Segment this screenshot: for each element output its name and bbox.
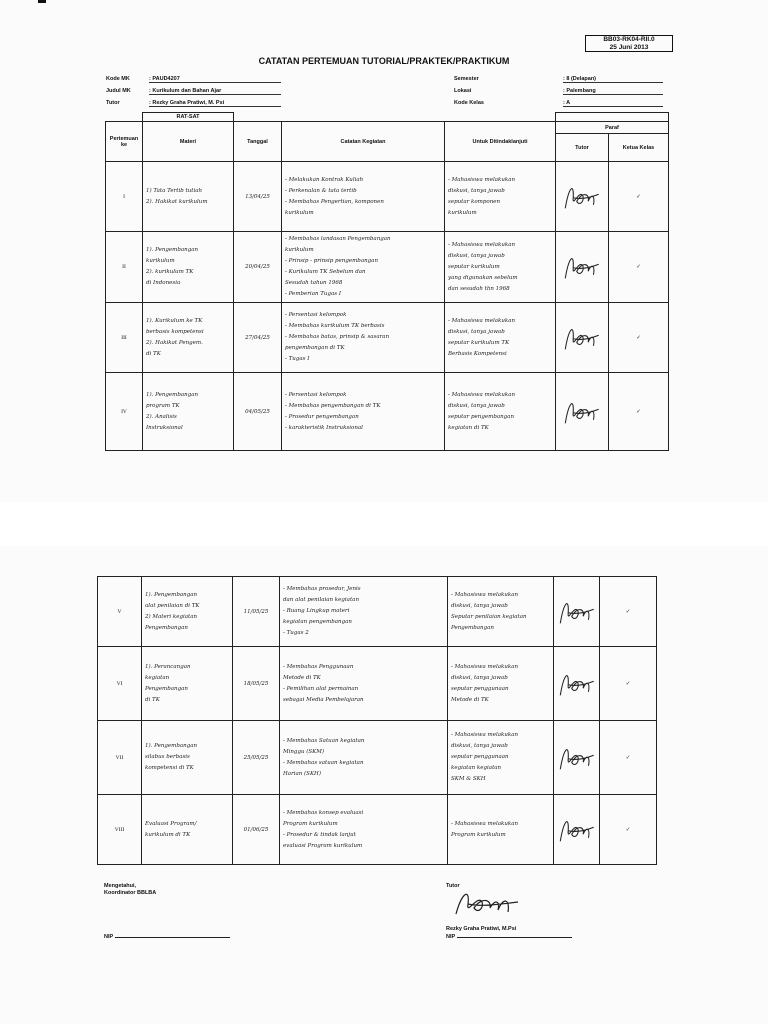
catatan-cell xyxy=(282,373,445,451)
tutor-paraf-cell xyxy=(556,303,609,373)
date-cell: 13/04/25 xyxy=(234,162,282,232)
catatan-line: - Prosedur pengembangan xyxy=(285,413,359,420)
catatan-line: Metode di TK xyxy=(283,674,321,681)
tutor-paraf-cell xyxy=(556,162,609,232)
tindak-line: Seputar penilaian kegiatan xyxy=(451,613,527,620)
ketua-checkmark: ✓ xyxy=(609,162,669,232)
page-title: CATATAN PERTEMUAN TUTORIAL/PRAKTEK/PRAKTIKUM xyxy=(258,56,510,66)
materi-cell xyxy=(143,373,234,451)
tindak-lanjut-cell xyxy=(445,232,556,303)
tutorial-table-1 xyxy=(105,112,669,451)
catatan-line: - Membahas kurikulum TK berbasis xyxy=(285,323,385,329)
header-pertemuan: Pertemuan ke xyxy=(106,122,143,162)
header-tanggal: Tanggal xyxy=(234,122,282,162)
info-value: : A xyxy=(563,100,663,107)
info-label: Tutor xyxy=(106,100,120,106)
materi-line: program TK xyxy=(146,402,180,409)
tindak-line: kegiatan kegiatan xyxy=(451,765,502,771)
tutor-signature xyxy=(560,176,604,216)
ketua-checkmark: ✓ xyxy=(609,373,669,451)
catatan-cell xyxy=(282,232,445,303)
date-cell: 20/04/25 xyxy=(234,232,282,303)
tutor-paraf-cell xyxy=(554,647,600,721)
footer-mengetahui: Mengetahui, xyxy=(104,883,137,889)
table-row xyxy=(106,373,669,451)
catatan-line: - Prosedur & tindak lanjut xyxy=(283,831,356,838)
meeting-number: VI xyxy=(98,647,142,721)
tindak-lanjut-cell xyxy=(448,721,554,795)
document-code: BB03-RK04-RII.0 xyxy=(603,36,655,43)
footer-koordinator: Koordinator BBLBA xyxy=(104,890,157,896)
tutor-paraf-cell xyxy=(556,373,609,451)
info-value: : PAUD4207 xyxy=(149,76,281,83)
materi-line: di TK xyxy=(146,350,161,357)
materi-line: 1). Perancangan xyxy=(145,663,191,670)
materi-line: alat penilaian di TK xyxy=(145,602,200,609)
tutor-signature xyxy=(560,391,604,431)
info-label: Kode Kelas xyxy=(454,100,484,106)
catatan-line: - Ruang Lingkup materi xyxy=(283,608,350,614)
scan-page-1 xyxy=(0,0,768,502)
footer-left-nip-line xyxy=(115,937,230,938)
tindak-line: seputar kurikulum xyxy=(448,263,500,270)
info-value: : Rezky Graha Pratiwi, M. Psi xyxy=(149,100,281,107)
tutor-paraf-cell xyxy=(554,577,600,647)
info-kode-kelas xyxy=(454,100,571,106)
tindak-line: - Mahasiswa melakukan xyxy=(451,663,519,670)
catatan-cell xyxy=(280,721,448,795)
catatan-cell xyxy=(280,577,448,647)
tindak-line: diskusi, tanya jawab xyxy=(448,187,505,194)
page-gap xyxy=(0,502,768,546)
table-row xyxy=(98,577,657,647)
meeting-number: VII xyxy=(98,721,142,795)
catatan-line: - Membahas prosedur, Jenis xyxy=(283,586,361,592)
catatan-line: Sesudah tahun 1968 xyxy=(285,280,343,286)
footer-tutor-name: Rezky Graha Pratiwi, M.Psi xyxy=(446,926,517,932)
materi-cell xyxy=(142,721,233,795)
materi-line: 1). Pengembangan xyxy=(145,743,198,749)
info-judul-mk xyxy=(106,88,222,94)
tindak-line: seputar kurikulum TK xyxy=(448,339,510,346)
header-materi: Materi xyxy=(143,122,234,162)
meeting-number: V xyxy=(98,577,142,647)
catatan-cell xyxy=(282,303,445,373)
materi-line: Evaluasi Program/ xyxy=(145,820,197,827)
footer-left-nip: NIP xyxy=(104,934,114,940)
materi-line: 2). Hakikat kurikulum xyxy=(146,198,208,205)
tindak-lanjut-cell xyxy=(445,303,556,373)
date-cell: 18/05/25 xyxy=(233,647,280,721)
meeting-number: III xyxy=(106,303,143,373)
ketua-checkmark: ✓ xyxy=(600,795,657,865)
document-date: 25 Juni 2013 xyxy=(609,44,649,51)
tutor-signature xyxy=(560,317,604,357)
materi-line: Instruksional xyxy=(146,424,183,431)
table-row xyxy=(106,162,669,232)
catatan-line: - Membahas Pengertian, komponen xyxy=(285,198,384,205)
catatan-line: - Membahas konsep evaluasi xyxy=(283,809,364,816)
materi-line: 2). Hakikat Pengem. xyxy=(146,339,203,346)
catatan-line: pengembangan di TK xyxy=(285,345,345,351)
tutor-paraf-cell xyxy=(554,721,600,795)
catatan-line: - karakteristik Instruksional xyxy=(285,424,363,431)
header-paraf: Paraf xyxy=(556,122,669,134)
meeting-number: II xyxy=(106,232,143,303)
header-ketua-kelas: Ketua Kelas xyxy=(609,134,669,162)
materi-line: kurikulum di TK xyxy=(145,831,191,838)
tindak-line: diskusi, tanya jawab xyxy=(451,602,508,609)
materi-line: kurikulum xyxy=(146,258,175,264)
info-value: : Kurikulum dan Bahan Ajar xyxy=(149,88,281,95)
catatan-line: - Persentasi kelompok xyxy=(285,391,347,398)
tindak-line: seputar komponen xyxy=(448,198,501,205)
ketua-checkmark: ✓ xyxy=(609,232,669,303)
materi-line: di Indonesia xyxy=(146,280,181,286)
catatan-line: - Tugas 2 xyxy=(283,630,309,636)
ketua-checkmark: ✓ xyxy=(600,647,657,721)
scan-edge-mark xyxy=(38,0,46,3)
info-tutor xyxy=(106,100,225,106)
materi-line: kegiatan xyxy=(145,674,170,681)
ketua-checkmark: ✓ xyxy=(609,303,669,373)
catatan-line: - Membahas Penggunaan xyxy=(283,663,354,670)
info-value: : 8 (Delapan) xyxy=(563,76,663,83)
catatan-line: - Perkenalan & tata tertib xyxy=(285,187,357,194)
tutorial-table-2 xyxy=(97,576,657,865)
tindak-line: - Mahasiswa melakukan xyxy=(448,391,516,398)
materi-line: 2). kurikulum TK xyxy=(146,269,194,275)
tindak-line: diskusi, tanya jawab xyxy=(448,252,505,259)
materi-cell xyxy=(143,232,234,303)
info-kode-mk xyxy=(106,76,180,82)
info-label: Judul MK xyxy=(106,88,131,94)
tindak-line: seputar pengembangan xyxy=(448,413,514,420)
header-catatan: Catatan Kegiatan xyxy=(282,122,445,162)
meeting-number: I xyxy=(106,162,143,232)
info-lokasi xyxy=(454,88,596,94)
footer-right-nip: NIP xyxy=(446,934,456,940)
materi-line: Pengembangan xyxy=(145,624,188,631)
header-tindak-lanjut: Untuk Ditindaklanjuti xyxy=(445,122,556,162)
catatan-line: kurikulum xyxy=(285,209,314,216)
catatan-cell xyxy=(282,162,445,232)
materi-line: 1). Pengembangan xyxy=(146,391,199,398)
tindak-line: - Mahasiswa melakukan xyxy=(448,176,516,183)
materi-line: 1) Tata Tertib tutiah xyxy=(146,187,203,194)
tindak-lanjut-cell xyxy=(445,373,556,451)
tindak-line: - Mahasiswa melakukan xyxy=(448,241,516,248)
tutor-signature xyxy=(555,663,599,703)
table-row xyxy=(98,647,657,721)
catatan-cell xyxy=(280,647,448,721)
catatan-line: kurikulum xyxy=(285,247,314,253)
table-row xyxy=(106,303,669,373)
tindak-line: - Mahasiswa melakukan xyxy=(448,317,516,324)
tindak-line: kurikulum xyxy=(448,209,477,216)
catatan-line: - Prinsip - prinsip pengembangan xyxy=(285,258,378,264)
footer-tutor-title: Tutor xyxy=(446,883,460,889)
tindak-line: Pengembangan xyxy=(451,624,494,631)
rat-sat-label: RAT-SAT xyxy=(143,113,234,122)
tindak-line: yang digunakan sebelum xyxy=(448,274,518,281)
catatan-line: - Membahas landasan Pengembangan xyxy=(285,236,391,242)
tutor-paraf-cell xyxy=(556,232,609,303)
materi-cell xyxy=(142,577,233,647)
document-code-box xyxy=(585,35,673,52)
materi-line: berbasis kompetensi xyxy=(146,328,204,335)
catatan-line: - Persentasi kelompok xyxy=(285,312,347,318)
catatan-line: - Membahas batas, prinsip & sasaran xyxy=(285,334,390,340)
paraf-header xyxy=(556,113,669,122)
catatan-line: - Pemilihan alat permainan xyxy=(283,685,359,692)
catatan-line: - Tugas I xyxy=(285,356,310,362)
date-cell: 04/05/25 xyxy=(234,373,282,451)
tindak-line: Berbasis Kompetensi xyxy=(448,350,507,357)
tindak-line: Program kurikulum xyxy=(451,831,506,838)
tindak-line: diskusi, tanya jawab xyxy=(448,328,505,335)
tindak-line: - Mahasiswa melakukan xyxy=(451,732,519,738)
materi-line: di TK xyxy=(145,696,160,703)
tindak-line: - Mahasiswa melakukan xyxy=(451,820,519,827)
tindak-lanjut-cell xyxy=(448,795,554,865)
tindak-line: diskusi, tanya jawab xyxy=(451,674,508,681)
materi-cell xyxy=(142,647,233,721)
tutor-signature xyxy=(560,246,604,286)
tindak-line: seputar penggunaan xyxy=(451,685,509,692)
ketua-checkmark: ✓ xyxy=(600,577,657,647)
materi-line: 2) Materi kegiatan xyxy=(145,613,198,620)
tindak-line: diskusi, tanya jawab xyxy=(448,402,505,409)
catatan-line: Program kurikulum xyxy=(283,820,338,827)
materi-line: Pengembangan xyxy=(145,685,188,692)
tindak-lanjut-cell xyxy=(448,577,554,647)
tutor-signature xyxy=(555,809,599,849)
catatan-line: evaluasi Program kurikulum xyxy=(283,842,363,849)
tindak-line: seputar penggunaan xyxy=(451,754,509,760)
meeting-number: VIII xyxy=(98,795,142,865)
tindak-lanjut-cell xyxy=(445,162,556,232)
materi-line: 1). Pengembangan xyxy=(146,247,199,253)
materi-line: 1). Pengembangan xyxy=(145,591,198,598)
catatan-line: - Kurikulum TK Sebelum dan xyxy=(285,269,366,275)
date-cell: 01/06/25 xyxy=(233,795,280,865)
catatan-line: - Melakukan Kontrak Kuliah xyxy=(285,176,364,183)
catatan-line: Harian (SKH) xyxy=(283,770,321,777)
tindak-line: dan sesudah thn 1968 xyxy=(448,285,510,292)
info-semester xyxy=(454,76,597,82)
info-value: : Palembang xyxy=(563,88,663,95)
catatan-cell xyxy=(280,795,448,865)
materi-line: kompetensi di TK xyxy=(145,765,194,771)
info-label: Lokasi xyxy=(454,88,472,94)
catatan-line: kegiatan pengembangan xyxy=(283,619,352,625)
tutor-signature xyxy=(448,884,528,924)
materi-line: 1). Kurikulum ke TK xyxy=(146,317,203,324)
tindak-line: Metode di TK xyxy=(451,696,489,703)
date-cell: 11/05/25 xyxy=(233,577,280,647)
tindak-line: - Mahasiswa melakukan xyxy=(451,591,519,598)
catatan-line: sebagai Media Pembelajaran xyxy=(283,696,364,703)
tindak-lanjut-cell xyxy=(448,647,554,721)
catatan-line: Minggu (SKM) xyxy=(283,748,325,755)
date-cell: 27/04/25 xyxy=(234,303,282,373)
ketua-checkmark: ✓ xyxy=(600,721,657,795)
info-label: Kode MK xyxy=(106,76,130,82)
catatan-line: - Membahas pengembangan di TK xyxy=(285,402,381,409)
materi-line: 2). Analisis xyxy=(146,413,177,420)
materi-cell xyxy=(143,162,234,232)
catatan-line: - Pemberian Tugas I xyxy=(285,291,342,297)
table-row xyxy=(98,795,657,865)
materi-line: silabus berbasis xyxy=(145,754,190,760)
tindak-line: SKM & SKH xyxy=(451,776,486,782)
meeting-number: IV xyxy=(106,373,143,451)
header-tutor: Tutor xyxy=(556,134,609,162)
tutor-signature xyxy=(555,737,599,777)
table-row xyxy=(98,721,657,795)
catatan-line: - Membahas Satuan kegiatan xyxy=(283,737,365,744)
tutor-signature xyxy=(555,591,599,631)
tindak-line: kegiatan di TK xyxy=(448,424,489,431)
tindak-line: diskusi, tanya jawab xyxy=(451,743,508,749)
footer-right-nip-line xyxy=(457,937,572,938)
materi-cell xyxy=(143,303,234,373)
catatan-line: - Membahas satuan kegiatan xyxy=(283,759,364,766)
table-row xyxy=(106,232,669,303)
info-label: Semester xyxy=(454,76,479,82)
catatan-line: dan alat penilaian kegiatan xyxy=(283,597,359,603)
tutor-paraf-cell xyxy=(554,795,600,865)
date-cell: 25/05/25 xyxy=(233,721,280,795)
scan-page-2 xyxy=(0,546,768,1024)
materi-cell xyxy=(142,795,233,865)
